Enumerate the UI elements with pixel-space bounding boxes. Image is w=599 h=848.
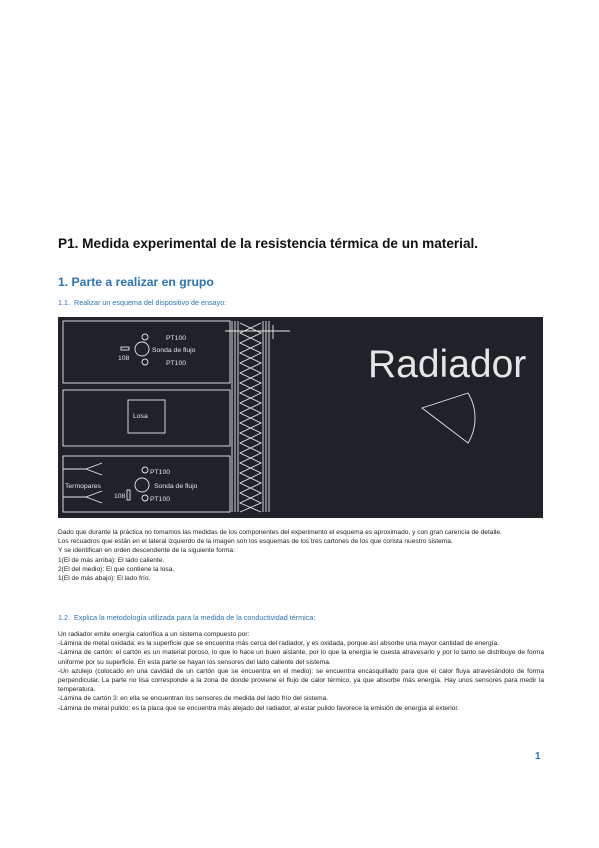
paragraph-1 — [58, 528, 544, 583]
label-flux-top: Sonda de flujo — [152, 347, 196, 354]
subsection-number: 1.2. — [58, 613, 70, 622]
subsection-heading-1 — [58, 298, 226, 307]
paragraph-2-line: Un radiador emite energía calorífica a un sistema compuesto por: — [58, 631, 250, 638]
device-schematic-figure — [58, 317, 543, 518]
label-radiador: Radiador — [368, 343, 527, 386]
subsection-number: 1.1. — [58, 298, 70, 307]
paragraph-1-line: 1(El de más abajo): El lado frío. — [58, 575, 151, 583]
page-number: 1 — [535, 751, 541, 762]
paragraph-1-line: Dado que durante la práctica no tomamos las medidas de los componentes del experimento el esquema es aproximado, y con gran carencia de detalle. — [58, 529, 502, 536]
schematic-svg — [58, 317, 543, 518]
paragraph-1-line: 2(El del medio): El que contiene la losa. — [58, 565, 175, 573]
paragraph-2-line: -Lámina de metal pulido: es la placa que se encuentra más alejado del radiador, al estar pulido favorece la emisión de energía al exterior. — [58, 704, 459, 712]
paragraph-2-line: -Lámina de cartón: el cartón es un material poroso, lo que lo hace un buen aislante, por lo que la energía le cuesta atravesarlo y por lo tanto se distribuye de forma uniforme por su superficie. En esta parte se hayan los sensores del lado caliente del sistema. — [58, 649, 544, 666]
section-heading: 1. Parte a realizar en grupo — [58, 275, 214, 289]
label-termopares: Termopares — [65, 483, 101, 490]
paragraph-1-line: Los recuadros que están en el lateral izquierdo de la imagen son los esquemas de los tres cartones de los que consta nuestro sistema. — [58, 538, 453, 546]
label-pt100-bottom-b: PT100 — [150, 496, 171, 503]
label-pt100-top-a: PT100 — [166, 335, 187, 342]
subsection-text: Realizar un esquema del dispositivo de ensayo: — [74, 298, 227, 307]
paragraph-2-line: -Lámina de metal oxidada: es la superficie que se encuentra más cerca del radiador, y es oxidada, porque así absorbe una mayor cantidad de energía. — [58, 640, 499, 648]
label-code-top: 108 — [118, 355, 130, 362]
label-flux-bottom: Sonda de flujo — [154, 483, 198, 490]
paragraph-2-line: -Un azulejo (colocado en una cavidad de un cartón que se encuentra en el medio): se encuentra encasquillado para que el calor fluya atravesándolo de forma perpendicular. La parte no lisa corresponde a la zona de donde proviene el flujo de calor térmico, ya que absorbe más energía. Hay unos sensores para medir la temperatura. — [58, 667, 544, 694]
paragraph-1-line: Y se identifican en orden descendente de la siguiente forma: — [58, 547, 235, 555]
subsection-text: Explica la metodología utilizada para la medida de la conductividad térmica: — [74, 613, 316, 622]
paragraph-2-line: -Lámina de cartón 3: en ella se encuentran los sensores de medida del lado frío del sistema. — [58, 695, 329, 703]
paragraph-1-line: 1(El de más arriba): El lado caliente. — [58, 556, 165, 564]
document-title: P1. Medida experimental de la resistencia térmica de un material. — [58, 236, 479, 251]
subsection-heading-2 — [58, 613, 315, 622]
paragraph-2 — [58, 630, 544, 713]
label-losa: Losa — [133, 413, 148, 420]
label-pt100-bottom-a: PT100 — [150, 469, 171, 476]
label-code-bottom: 108 — [114, 493, 126, 500]
label-pt100-top-b: PT100 — [166, 360, 187, 367]
